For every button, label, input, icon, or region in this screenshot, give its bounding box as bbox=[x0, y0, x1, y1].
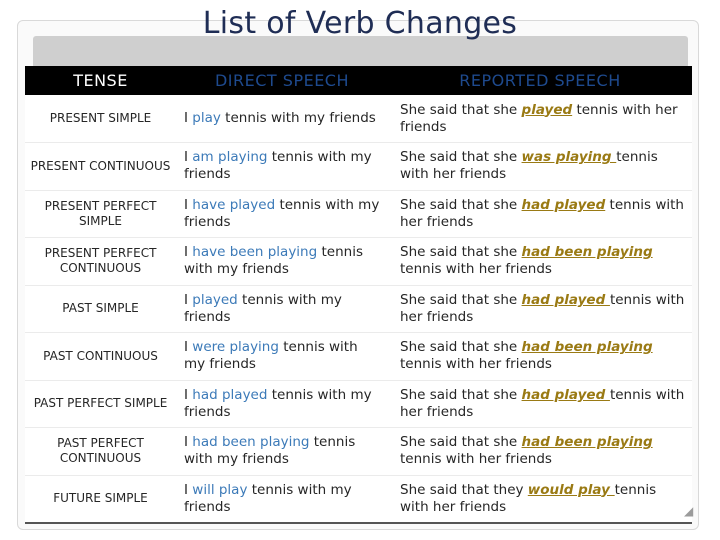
tense-cell: PAST SIMPLE bbox=[25, 285, 176, 333]
direct-verb: had been playing bbox=[192, 434, 310, 451]
direct-verb: had played bbox=[192, 386, 268, 403]
direct-text: I bbox=[184, 196, 193, 213]
reported-text: tennis with her friends bbox=[400, 149, 658, 183]
direct-speech-cell bbox=[176, 475, 388, 523]
direct-verb: will play bbox=[192, 481, 248, 498]
reported-text: tennis with her friends bbox=[400, 451, 552, 468]
direct-verb: have played bbox=[192, 196, 276, 213]
reported-verb: was playing bbox=[521, 149, 617, 166]
reported-verb: had played bbox=[521, 386, 610, 403]
table-row bbox=[25, 143, 692, 191]
reported-text: She said that she bbox=[400, 196, 522, 213]
table-row bbox=[25, 285, 692, 333]
direct-text: tennis with my friends bbox=[184, 244, 363, 278]
direct-text: I bbox=[184, 386, 193, 403]
reported-text: tennis with her friends bbox=[400, 386, 685, 420]
reported-speech-cell bbox=[388, 143, 692, 191]
reported-verb: had played bbox=[521, 196, 606, 213]
direct-text: tennis with my friends bbox=[220, 110, 376, 126]
reported-text: She said that she bbox=[400, 434, 522, 451]
direct-text: I bbox=[184, 149, 193, 166]
table-row bbox=[25, 95, 692, 143]
resize-corner-icon: ◢ bbox=[684, 504, 694, 518]
reported-verb: had been playing bbox=[521, 434, 653, 451]
direct-speech-cell bbox=[176, 95, 388, 143]
table-row bbox=[25, 238, 692, 286]
reported-speech-cell bbox=[388, 428, 692, 476]
direct-verb: were playing bbox=[192, 339, 279, 356]
reported-text: tennis with her friends bbox=[400, 261, 552, 278]
tense-cell: PRESENT CONTINUOUS bbox=[25, 143, 176, 191]
reported-text: She said that she bbox=[400, 244, 522, 261]
direct-verb: am playing bbox=[192, 149, 268, 166]
direct-text: I bbox=[184, 339, 193, 356]
table-row bbox=[25, 190, 692, 238]
direct-speech-cell bbox=[176, 380, 388, 428]
tense-cell: PRESENT PERFECT CONTINUOUS bbox=[25, 238, 176, 286]
page-title: List of Verb Changes bbox=[202, 6, 518, 41]
tense-cell: PAST PERFECT CONTINUOUS bbox=[25, 428, 176, 476]
direct-verb: play bbox=[192, 110, 221, 126]
direct-text: I bbox=[184, 110, 193, 126]
direct-text: tennis with my friends bbox=[184, 434, 356, 468]
table-row bbox=[25, 428, 692, 476]
direct-text: tennis with my friends bbox=[184, 291, 342, 325]
reported-text: She said that she bbox=[400, 101, 522, 118]
direct-speech-cell bbox=[176, 428, 388, 476]
reported-text: She said that she bbox=[400, 339, 522, 356]
tense-cell: FUTURE SIMPLE bbox=[25, 475, 176, 523]
direct-speech-cell bbox=[176, 238, 388, 286]
reported-verb: had played bbox=[521, 291, 610, 308]
reported-text: tennis with her friends bbox=[400, 291, 685, 325]
direct-text: tennis with my friends bbox=[184, 149, 372, 183]
reported-text: She said that she bbox=[400, 386, 522, 403]
direct-text: I bbox=[184, 291, 193, 308]
direct-text: tennis with my friends bbox=[184, 481, 352, 515]
direct-text: I bbox=[184, 434, 193, 451]
reported-verb: had been playing bbox=[521, 339, 653, 356]
table-row bbox=[25, 333, 692, 381]
tense-cell: PAST PERFECT SIMPLE bbox=[25, 380, 176, 428]
reported-text: tennis with her friends bbox=[400, 101, 678, 135]
table-row bbox=[25, 475, 692, 523]
reported-text: tennis with her friends bbox=[400, 481, 657, 515]
header-direct-speech: DIRECT SPEECH bbox=[214, 71, 350, 90]
reported-speech-cell bbox=[388, 285, 692, 333]
reported-text: She said that she bbox=[400, 291, 522, 308]
reported-text: She said that they bbox=[400, 481, 528, 498]
direct-verb: played bbox=[192, 291, 238, 308]
table-row bbox=[25, 380, 692, 428]
reported-verb: would play bbox=[527, 481, 615, 498]
direct-speech-cell bbox=[176, 143, 388, 191]
tense-cell: PAST CONTINUOUS bbox=[25, 333, 176, 381]
direct-speech-cell bbox=[176, 333, 388, 381]
direct-speech-cell bbox=[176, 190, 388, 238]
direct-text: I bbox=[184, 481, 193, 498]
reported-verb: had been playing bbox=[521, 244, 653, 261]
header-tense: TENSE bbox=[73, 71, 128, 90]
reported-speech-cell bbox=[388, 380, 692, 428]
direct-text: tennis with my friends bbox=[184, 386, 372, 420]
tense-cell: PRESENT SIMPLE bbox=[49, 111, 152, 125]
reported-verb: played bbox=[521, 101, 573, 118]
reported-speech-cell bbox=[388, 190, 692, 238]
reported-speech-cell bbox=[388, 95, 692, 143]
direct-text: tennis with my friends bbox=[184, 196, 380, 230]
direct-text: I bbox=[184, 244, 193, 261]
direct-verb: have been playing bbox=[192, 244, 318, 261]
tense-cell: PRESENT PERFECT SIMPLE bbox=[25, 190, 176, 238]
reported-text: She said that she bbox=[400, 149, 522, 166]
direct-text: tennis with my friends bbox=[184, 339, 358, 373]
direct-speech-cell bbox=[176, 285, 388, 333]
verb-changes-table bbox=[25, 66, 692, 524]
reported-speech-cell bbox=[388, 475, 692, 523]
header-reported-speech: REPORTED SPEECH bbox=[459, 71, 621, 90]
reported-text: tennis with her friends bbox=[400, 356, 552, 373]
reported-speech-cell bbox=[388, 238, 692, 286]
reported-speech-cell bbox=[388, 333, 692, 381]
table-header-row bbox=[25, 66, 692, 95]
reported-text: tennis with her friends bbox=[400, 196, 684, 230]
